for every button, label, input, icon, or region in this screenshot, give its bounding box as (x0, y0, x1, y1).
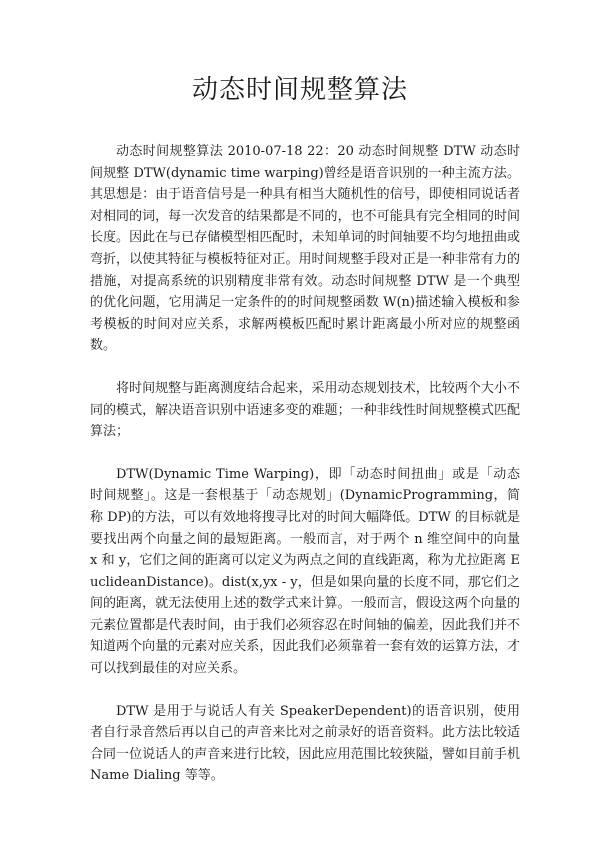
document-body (90, 141, 520, 808)
page-title: 动态时间规整算法 (191, 75, 408, 105)
paragraph-3: DTW(Dynamic Time Warping)，即「动态时间扭曲」或是「动态时间规整」。这是一套根基于「动态规划」(DynamicProgramming，简称 DP)的方法，可以有效地将搜寻比对的时间大幅降低。DTW 的目标就是要找出两个向量之间的最短距离。一般而言，对于两个 n 维空间中的向量 x 和 y，它们之间的距离可以定义为两点之间的直线距离，称为尤拉距离 EuclideanDistance)。dist(x,yx - y，但是如果向量的长度不同，那它们之间的距离，就无法使用上述的数学式来计算。一般而言，假设这两个向量的元素位置都是代表时间，由于我们必须容忍在时间轴的偏差，因此我们并不知道两个向量的元素对应关系，因此我们必须靠着一套有效的运算方法，才可以找到最佳的对应关系。 (90, 466, 520, 677)
paragraph-1: 动态时间规整算法 2010-07-18 22：20 动态时间规整 DTW 动态时间规整 DTW(dynamic time warping)曾经是语音识别的一种主流方法。其思想是：由于语音信号是一种具有相当大随机性的信号，即使相同说话者对相同的词，每一次发音的结果都是不同的，也不可能具有完全相同的时间长度。因此在与已存储模型相匹配时，未知单词的时间轴要不均匀地扭曲或弯折，以使其特征与模板特征对正。用时间规整手段对正是一种非常有力的措施，对提高系统的识别精度非常有效。动态时间规整 DTW 是一个典型的优化问题，它用满足一定条件的的时间规整函数 W(n)描述输入模板和参考模板的时间对应关系，求解两模板匹配时累计距离最小所对应的规整函数。 (90, 144, 520, 354)
paragraph-2: 将时间规整与距离测度结合起来，采用动态规划技术，比较两个大小不同的模式，解决语音识别中语速多变的难题；一种非线性时间规整模式匹配算法； (90, 380, 520, 440)
paragraph-4: DTW 是用于与说话人有关 SpeakerDependent)的语音识别，使用者自行录音然后再以自己的声音来比对之前录好的语音资料。此方法比较适合同一位说话人的声音来进行比较，因此应用范围比较狭隘，譬如目前手机 Name Dialing 等等。 (90, 703, 520, 784)
